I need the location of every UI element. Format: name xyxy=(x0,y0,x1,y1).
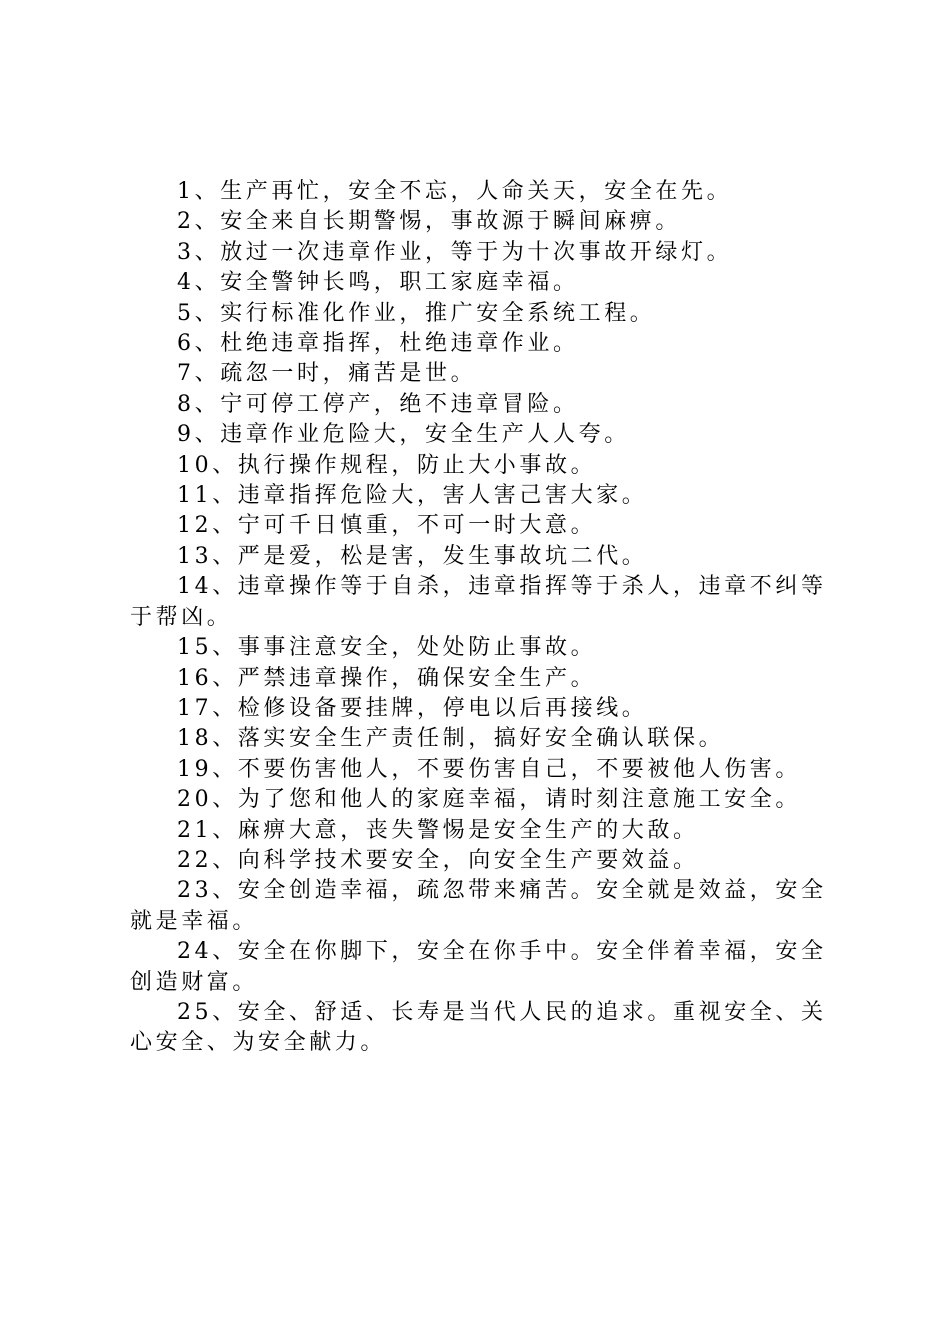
list-item: 20、为了您和他人的家庭幸福，请时刻注意施工安全。 xyxy=(177,787,801,813)
list-item: 15、事事注意安全，处处防止事故。 xyxy=(177,635,597,661)
list-item: 4、安全警钟长鸣，职工家庭幸福。 xyxy=(177,270,579,296)
list-item: 18、落实安全生产责任制，搞好安全确认联保。 xyxy=(177,726,725,752)
list-item: 17、检修设备要挂牌，停电以后再接线。 xyxy=(177,695,648,721)
list-item: 1、生产再忙，安全不忘，人命关天，安全在先。 xyxy=(177,179,733,204)
list-item: 22、向科学技术要安全，向安全生产要效益。 xyxy=(177,847,699,873)
list-item: 19、不要伤害他人，不要伤害自己，不要被他人伤害。 xyxy=(177,756,801,782)
list-item: 10、执行操作规程，防止大小事故。 xyxy=(177,452,597,478)
list-item: 11、违章指挥危险大，害人害己害大家。 xyxy=(177,483,648,509)
list-item: 21、麻痹大意，丧失警惕是安全生产的大敌。 xyxy=(177,817,699,843)
list-item: 5、实行标准化作业，推广安全系统工程。 xyxy=(177,300,656,326)
list-item: 23、安全创造幸福，疏忽带来痛苦。安全就是效益，安全就是幸福。 xyxy=(130,878,827,934)
list-item: 16、严禁违章操作，确保安全生产。 xyxy=(177,665,597,691)
list-item: 7、疏忽一时，痛苦是世。 xyxy=(177,361,477,387)
list-item: 14、违章操作等于自杀，违章指挥等于杀人，违章不纠等于帮凶。 xyxy=(130,574,827,630)
list-item: 24、安全在你脚下，安全在你手中。安全伴着幸福，安全创造财富。 xyxy=(130,939,827,995)
list-item: 3、放过一次违章作业，等于为十次事故开绿灯。 xyxy=(177,239,733,265)
list-item: 9、违章作业危险大，安全生产人人夸。 xyxy=(177,422,630,448)
list-item: 13、严是爱，松是害，发生事故坑二代。 xyxy=(177,543,648,569)
list-item: 8、宁可停工停产，绝不违章冒险。 xyxy=(177,391,579,417)
list-item: 6、杜绝违章指挥，杜绝违章作业。 xyxy=(177,331,579,357)
list-item: 2、安全来自长期警惕，事故源于瞬间麻痹。 xyxy=(177,209,681,235)
slogan-list xyxy=(130,177,832,1059)
list-item: 25、安全、舒适、长寿是当代人民的追求。重视安全、关心安全、为安全献力。 xyxy=(130,999,827,1056)
list-item: 12、宁可千日慎重，不可一时大意。 xyxy=(177,513,597,539)
